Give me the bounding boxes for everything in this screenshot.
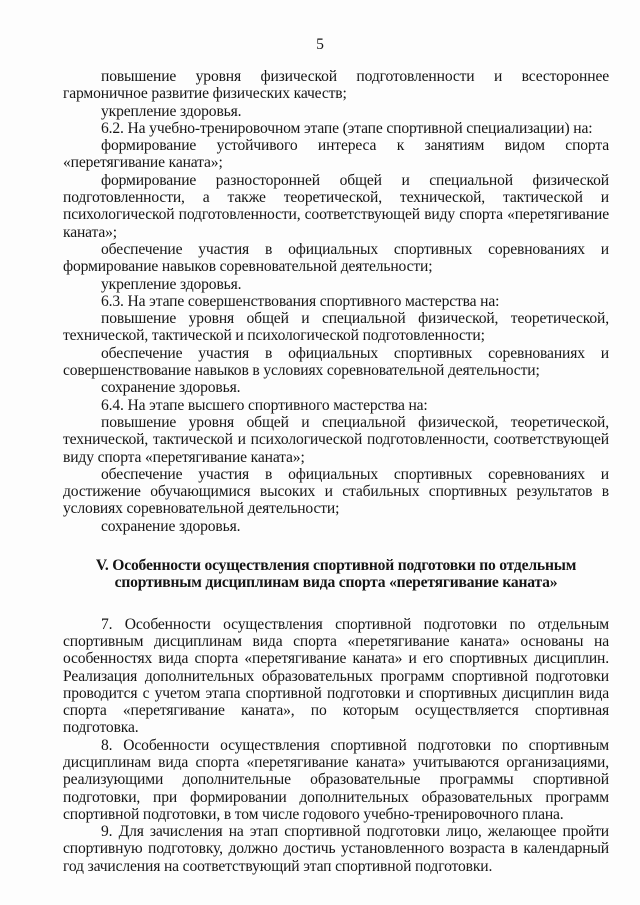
document-body xyxy=(63,68,609,875)
paragraph: сохранение здоровья. xyxy=(101,379,241,397)
paragraph: укрепление здоровья. xyxy=(101,102,242,120)
paragraph: 9. Для зачисления на этап спортивной подготовки лицо, желающее пройти спортивную подготовку, должно достичь установленного возраста в календарный год зачисления на соответствующий этап спортивной подготовки. xyxy=(63,823,609,875)
paragraph: 7. Особенности осуществления спортивной подготовки по отдельным спортивным дисциплинам вида спорта «перетягивание каната» основаны на особенностях вида спорта «перетягивание каната» и его спортивных дисциплин. Реализация дополнительных образовательных программ спортивной подготовки проводится с учетом этапа спортивной подготовки и спортивных дисциплин вида спорта «перетягивание каната», по которым осуществляется спортивная подготовка. xyxy=(63,615,609,737)
paragraph: обеспечение участия в официальных спортивных соревнованиях и достижение обучающимися высоких и стабильных спортивных результатов в условиях соревновательной деятельности; xyxy=(63,465,609,518)
paragraph: повышение уровня общей и специальной физической, теоретической, технической, тактической и психологической подготовленности; xyxy=(63,310,609,345)
paragraph: обеспечение участия в официальных спортивных соревнованиях и совершенствование навыков в условиях соревновательной деятельности; xyxy=(63,344,609,380)
paragraph: повышение уровня физической подготовленности и всестороннее гармоничное развитие физических качеств; xyxy=(63,68,609,103)
paragraph: формирование разносторонней общей и специальной физической подготовленности, а также теоретической, технической, тактической и психологической подготовленности, соответствующей виду спорта «перетягивание каната»; xyxy=(63,171,609,241)
page-number: 5 xyxy=(316,36,324,53)
paragraph: 6.2. На учебно-тренировочном этапе (этапе спортивной специализации) на: xyxy=(101,119,593,137)
paragraph: формирование устойчивого интереса к занятиям видом спорта «перетягивание каната»; xyxy=(63,137,609,172)
paragraph: повышение уровня общей и специальной физической, теоретической, технической, тактической и психологической подготовленности, соответствующей виду спорта «перетягивание каната»; xyxy=(63,413,609,466)
paragraph: укрепление здоровья. xyxy=(101,275,242,293)
paragraph: обеспечение участия в официальных спортивных соревнованиях и формирование навыков соревновательной деятельности; xyxy=(63,240,609,276)
paragraph: 6.4. На этапе высшего спортивного мастерства на: xyxy=(101,396,428,414)
paragraph: сохранение здоровья. xyxy=(101,517,241,535)
section-heading: V. Особенности осуществления спортивной подготовки по отдельным спортивным дисциплинам вида спорта «перетягивание каната» xyxy=(95,557,577,592)
paragraph: 6.3. На этапе совершенствования спортивного мастерства на: xyxy=(101,292,500,310)
paragraph: 8. Особенности осуществления спортивной подготовки по спортивным дисциплинам вида спорта «перетягивание каната» учитываются организациями, реализующими дополнительные образовательные программы спортивной подготовки, при формировании дополнительных образовательных программ спортивной подготовки, в том числе годового учебно-тренировочного плана. xyxy=(63,736,609,823)
